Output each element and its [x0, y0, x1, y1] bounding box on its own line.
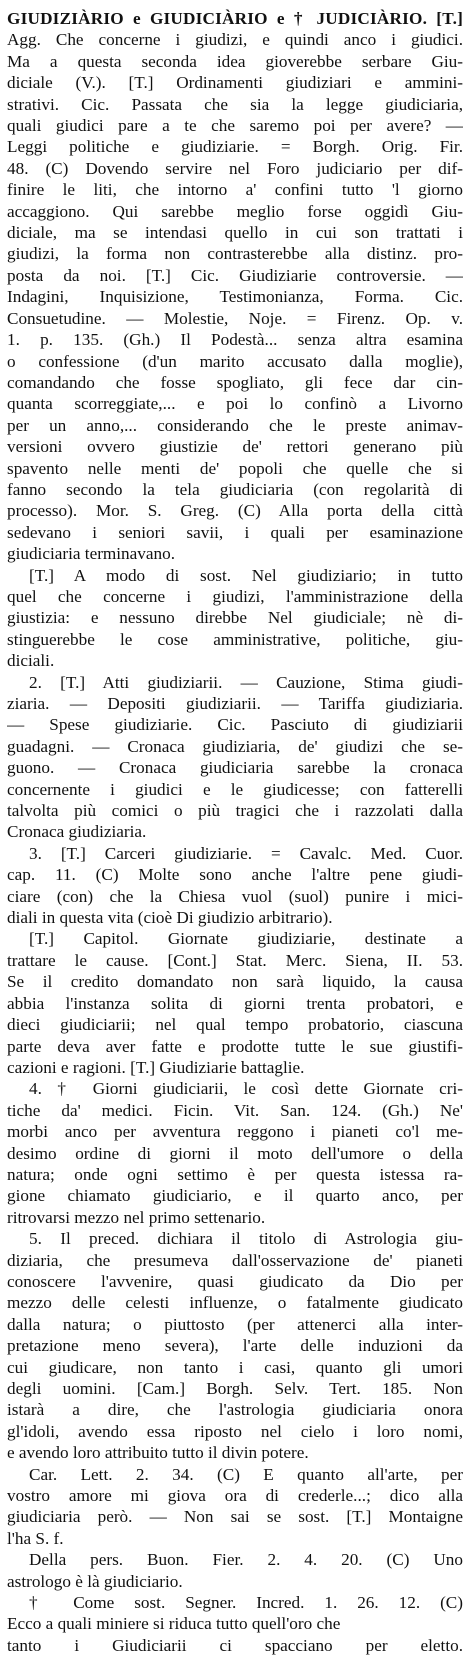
entry-line: 48. (C) Dovendo servire nel Foro judiciario per dif-: [7, 158, 463, 178]
entry-line: diziaria, che presumeva dall'osservazione de' pianeti: [7, 1250, 463, 1270]
entry-headword: GIUDIZIÀRIO e GIUDICIÀRIO e † JUDICIÀRIO. [T.]: [7, 9, 463, 28]
entry-line: morbi anco per avventura reggono i pianeti co'l me-: [7, 1122, 463, 1142]
entry-line: Leggi politiche e giudiziarie. = Borgh. Orig. Fir.: [7, 137, 463, 157]
entry-line: Consuetudine. — Molestie, Noje. = Firenz. Op. v.: [7, 308, 463, 328]
entry-line: strativi. Cic. Passata che sia la legge giudiciaria,: [7, 94, 463, 114]
entry-line: tiche da' medici. Ficin. Vit. San. 124. (Gh.) Ne': [7, 1100, 463, 1120]
entry-line: abbia l'instanza solita di giorni trenta probatori, e: [7, 993, 463, 1013]
entry-line: mezzo delle celesti influenze, o fatalmente giudicato: [7, 1293, 463, 1313]
entry-line: 4. † Giorni giudiciarii, le così dette Giornate cri-: [29, 1079, 463, 1099]
entry-line: Indagini, Inquisizione, Testimonianza, Forma. Cic.: [7, 287, 463, 307]
entry-line: Car. Lett. 2. 34. (C) E quanto all'arte, per: [29, 1464, 463, 1484]
entry-line: concernente i giudici e le giudicesse; con fatterelli: [7, 779, 463, 799]
entry-line: diciali.: [7, 651, 55, 671]
entry-line: giustizia: e nessuno direbbe Nel giudiciale; nè di-: [7, 608, 463, 628]
entry-line: dieci giudiciarii; nel qual tempo probatorio, ciascuna: [7, 1015, 463, 1035]
entry-line: stinguerebbe le cose amministrative, politiche, giu-: [7, 629, 463, 649]
entry-line: natura; onde ogni settimo è per questa istessa ra-: [7, 1164, 463, 1184]
entry-line: gione chiamato giudiciario, e il quarto anco, per: [7, 1186, 463, 1206]
entry-line: diciale (V.). [T.] Ordinamenti giudiziari e ammini-: [7, 73, 463, 93]
entry-line: cazioni e ragioni. [T.] Giudiziarie battaglie.: [7, 1057, 305, 1077]
entry-line: Della pers. Buon. Fier. 2. 4. 20. (C) Uno: [29, 1550, 463, 1570]
entry-line: quanta scorreggiate,... e poi lo confinò a Livorno: [7, 394, 463, 414]
entry-line: giudiciaria terminavano.: [7, 544, 175, 564]
entry-line: ciare (con) che la Chiesa vuol (suol) punire i mici-: [7, 886, 463, 906]
entry-line: processo). Mor. S. Greg. (C) Alla porta della città: [7, 501, 463, 521]
entry-line: cap. 11. (C) Molte sono anche l'altre pene giudi-: [7, 865, 463, 885]
entry-line: Se il credito domandato non sarà liquido, la causa: [7, 972, 463, 992]
entry-line: sedevano i seniori savii, i quali per esaminazione: [7, 522, 463, 542]
entry-line: Ma a questa seconda idea gioverebbe serbare Giu-: [7, 51, 463, 71]
entry-line: diali in questa vita (cioè Di giudizio arbitrario).: [7, 908, 333, 928]
entry-line: diciale, ma se intendasi quello in cui son trattati i: [7, 223, 463, 243]
entry-line: o confessione (d'un marito accusato dalla moglie),: [7, 351, 463, 371]
entry-line: gl'idoli, avendo essa riposto nel cielo i loro nomi,: [7, 1421, 463, 1441]
entry-line: 3. [T.] Carceri giudiziarie. = Cavalc. Med. Cuor.: [29, 843, 463, 863]
entry-line: — Spese giudiziarie. Cic. Pasciuto di giudiziarii: [7, 715, 463, 735]
entry-line: 1. p. 135. (Gh.) Il Podestà... senza altra esamina: [7, 330, 463, 350]
entry-line: ritrovarsi mezzo nel primo settenario.: [7, 1207, 266, 1227]
entry-line: 5. Il preced. dichiara il titolo di Astrologia giu-: [29, 1229, 463, 1249]
entry-line: spavento nelle menti de' popoli che quelle che si: [7, 458, 463, 478]
entry-line: istarà a dire, che l'astrologia giudiciaria onora: [7, 1400, 463, 1420]
entry-line: finire le liti, che intorno a' confini tutto 'l giorno: [7, 180, 463, 200]
entry-line: Agg. Che concerne i giudizi, e quindi anco i giudici.: [7, 30, 463, 50]
entry-line: trattare le cause. [Cont.] Stat. Merc. Siena, II. 53.: [7, 950, 463, 970]
entry-line: accaggiono. Qui sarebbe meglio forse oggidì Giu-: [7, 201, 463, 221]
entry-line: comandando che fosse spogliato, gli fece dar cin-: [7, 372, 463, 392]
entry-line: ziaria. — Depositi giudiziarii. — Tariffa giudiziaria.: [7, 694, 463, 713]
entry-line: giudizi, la forma non contrasterebbe alla distinz. pro-: [7, 244, 463, 264]
entry-line: pretazione meno severa), l'arte delle induzioni da: [7, 1336, 463, 1356]
entry-line: vostro amore mi giova ora di crederle...; dico alla: [7, 1486, 463, 1506]
entry-line: † Come sost. Segner. Incred. 1. 26. 12. (C): [29, 1593, 463, 1613]
entry-line: guono. — Cronaca giudiciaria sarebbe la cronaca: [7, 758, 463, 778]
entry-line: tanto i Giudiciarii ci spacciano per eletto.: [7, 1635, 463, 1655]
entry-body: [7, 29, 463, 1656]
entry-line: posta da noi. [T.] Cic. Giudiziarie controversie. —: [7, 265, 463, 285]
entry-line: fanno secondo la tela giudiciaria (con regolarità di: [7, 479, 463, 499]
entry-line: e avendo loro attribuito tutto il divin potere.: [7, 1443, 309, 1463]
entry-line: talvolta più comici o più tragici che i razzolati dalla: [7, 801, 463, 821]
entry-line: quel che concerne i giudizi, l'amministrazione della: [7, 586, 463, 606]
entry-line: conoscere l'avvenire, quasi giudicato da Dio per: [7, 1271, 463, 1291]
entry-line: giudiciaria però. — Non sai se sost. [T.] Montaigne: [7, 1507, 463, 1527]
entry-line: astrologo è là giudiciario.: [7, 1571, 183, 1591]
entry-line: degli uomini. [Cam.] Borgh. Selv. Tert. 185. Non: [7, 1379, 463, 1398]
entry-line: guadagni. — Cronaca giudiziaria, de' giudizi che se-: [7, 736, 463, 756]
entry-line: cui giudicare, non tanto i casi, quanto gli umori: [7, 1357, 463, 1377]
entry-line: parte deva aver fatte e prodotte tutte le sue giustifi-: [7, 1036, 463, 1056]
entry-line: versioni ovvero giustizie de' rettori generano più: [7, 437, 463, 457]
entry-line: [T.] Capitol. Giornate giudiziarie, destinate a: [29, 929, 463, 949]
entry-line: desimo ordine di giorni il moto dell'umore o della: [7, 1143, 463, 1163]
entry-line: quali giudici pare a te che saremo poi per avere? —: [7, 116, 463, 136]
entry-line: Ecco a quali miniere si riduca tutto quell'oro che: [7, 1614, 341, 1634]
entry-line: Cronaca giudiziaria.: [7, 822, 147, 842]
entry-line: per un anno,... considerando che le preste animav-: [7, 415, 463, 435]
entry-line: dalla natura; o piuttosto (per attenerci alla inter-: [7, 1314, 463, 1334]
entry-line: [T.] A modo di sost. Nel giudiziario; in tutto: [29, 565, 463, 585]
entry-line: 2. [T.] Atti giudiziarii. — Cauzione, Stima giudi-: [29, 672, 463, 692]
entry-line: l'ha S. f.: [7, 1528, 64, 1548]
